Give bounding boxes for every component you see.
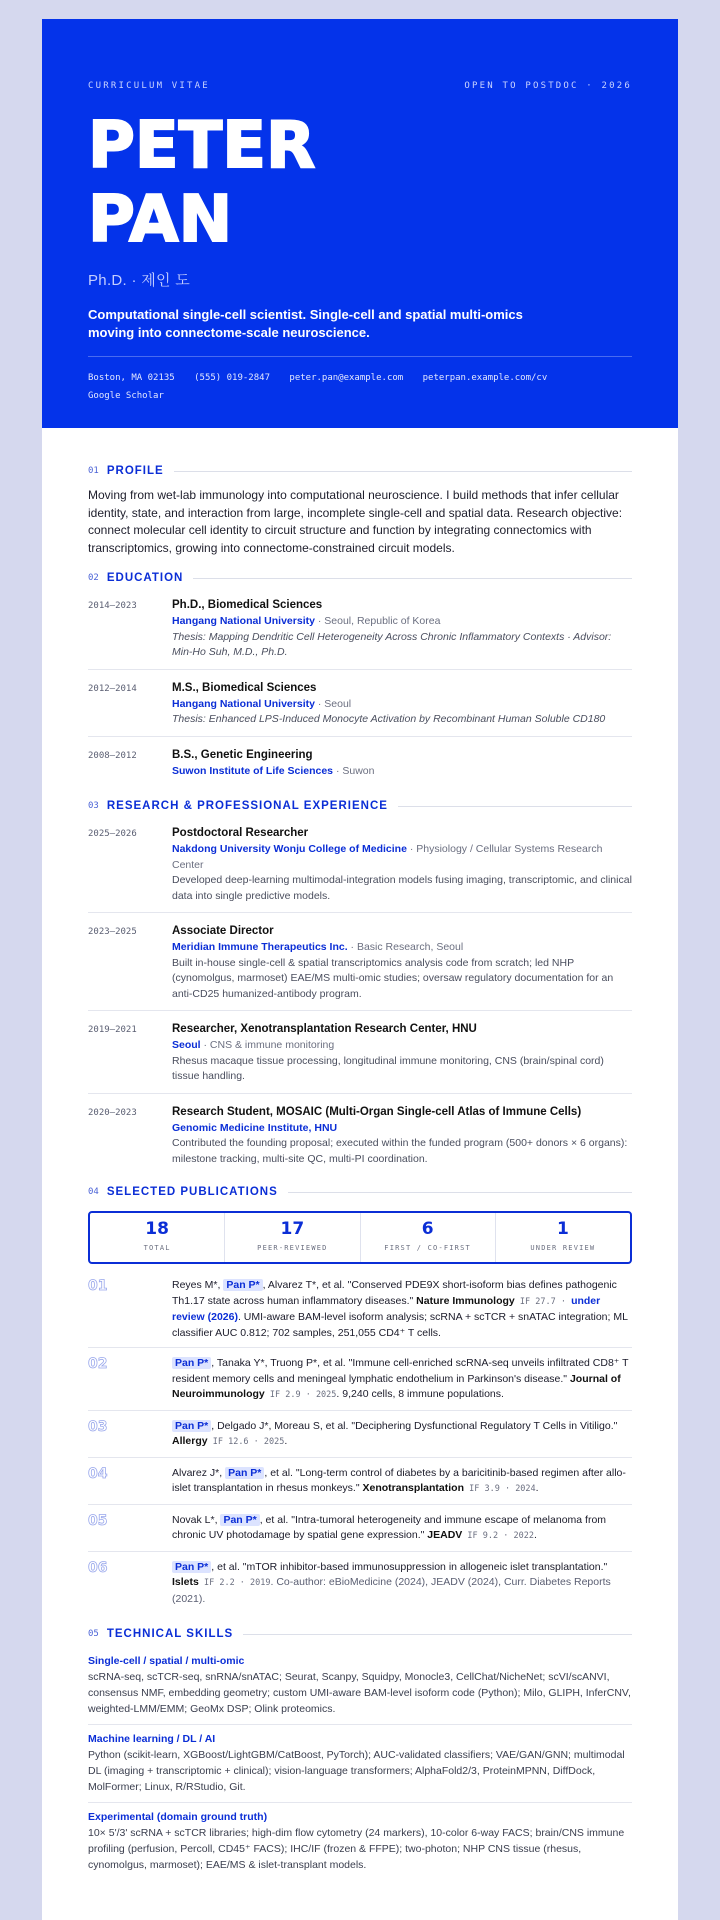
publication-notes: . UMI-aware BAM-level isoform analysis; scRNA + scTCR + snATAC integration; ML classifier AUC 0.812; 702 samples, 251,055 CD4⁺ T cells. (172, 1311, 628, 1339)
entry-description: Built in-house single-cell & spatial transcriptomics analysis code from scratch; led NHP (cynomolgus, marmoset) EAE/MS multi-omic studies; oversaw regulatory documentation for an anti-CD25 humanized-antibody program. (172, 956, 614, 1000)
journal-name: Journal of Neuroimmunology (172, 1372, 621, 1400)
journal-name: Xenotransplantation (362, 1482, 465, 1494)
skill-group (88, 1725, 632, 1803)
entry-org: Hangang National University (172, 615, 315, 627)
publication-citation (172, 1466, 632, 1498)
entry-location: · Seoul (314, 697, 352, 710)
publication-number: 04 (88, 1465, 108, 1482)
section-title: SELECTED PUBLICATIONS (106, 1186, 278, 1198)
journal-meta: IF 2.9 · 2025 (264, 1390, 337, 1400)
section-number: 02 (88, 573, 99, 583)
entry-location: · Basic Research, Seoul (347, 941, 464, 953)
experience-section-header (88, 797, 632, 815)
profile-section-header (88, 462, 632, 480)
skill-group (88, 1647, 632, 1725)
skill-heading: Single-cell / spatial / multi-omic (88, 1655, 245, 1667)
skill-text: scRNA-seq, scTCR-seq, snRNA/snATAC; Seurat, Scanpy, Squidpy, Monocle3, CellChat/NicheNet; scVI/scANVI, consensus NMF, embedding geometry; custom UMI-aware BAM-level isoform code (Python); Milo, GLIPH, InferCNV, weighted-LMM/EMM; GeoMx DSP; Olink proteomics. (88, 1671, 631, 1715)
entry-description: Contributed the founding proposal; executed within the funded program (500+ donors × 6 organs): milestone tracking, multi-site QC, multi-PI coordination. (172, 1137, 628, 1165)
journal-meta: IF 9.2 · 2022 (462, 1531, 534, 1541)
journal-name: Nature Immunology (416, 1294, 515, 1307)
journal-name: Islets (172, 1576, 199, 1588)
journal-name: Allergy (172, 1435, 208, 1447)
entry-thesis: Thesis: Mapping Dendritic Cell Heterogeneity Across Chronic Inflammatory Contexts · Advisor: Min-Ho Suh, M.D., Ph.D. (172, 630, 612, 658)
profile-text: Moving from wet-lab immunology into computational neuroscience. I build methods that infer cellular identity, state, and interaction from large, incomplete single-cell and spatial data. Research objective: connect molecular cell identity to circuit structure and function by integrating connectomics with transcriptomics, growing into connectome-constrained circuit models. (88, 488, 623, 555)
entry-org: Meridian Immune Therapeutics Inc. (172, 941, 348, 953)
publication-number: 02 (88, 1356, 108, 1372)
stat-value: 6 (421, 1219, 434, 1239)
section-divider (398, 806, 632, 807)
header-top-row (88, 81, 632, 91)
stat-under-review (496, 1213, 630, 1262)
publication-citation (172, 1560, 632, 1608)
section-number: 03 (88, 801, 99, 811)
stat-first-author (361, 1213, 496, 1262)
self-author-highlight: Pan P* (172, 1420, 211, 1432)
stat-label: PEER-REVIEWED (257, 1244, 328, 1252)
entry-location: · Physiology / Cellular Systems Research Center (172, 843, 603, 871)
authors-title: , et al. "Long-term control of diabetes by a baricitinib-based regimen after allo-islet transplantation in rhesus monkeys." (172, 1466, 626, 1494)
entry-org: Hangang National University (172, 697, 315, 710)
entry-date: 2019–2021 (88, 1025, 137, 1035)
section-divider (193, 578, 632, 579)
authors-pre: Novak L*, (172, 1513, 221, 1526)
education-entry (88, 587, 632, 670)
section-divider (243, 1634, 632, 1635)
section-title: EDUCATION (106, 572, 184, 584)
email-link[interactable]: peter.pan@example.com (289, 373, 404, 383)
tagline: Computational single-cell scientist. Single-cell and spatial multi-omics moving into connectome-scale neuroscience. (88, 307, 523, 340)
contact-info (88, 356, 632, 405)
google-scholar-link[interactable]: Google Scholar (88, 391, 164, 401)
publication-citation (172, 1356, 632, 1404)
publication-citation (172, 1513, 632, 1545)
journal-name: JEADV (427, 1529, 463, 1541)
publication-notes: . 9,240 cells, 8 immune populations. (336, 1388, 504, 1400)
entry-date: 2020–2023 (88, 1107, 137, 1118)
section-title: TECHNICAL SKILLS (106, 1628, 234, 1640)
stat-label: FIRST / CO-FIRST (384, 1244, 471, 1252)
authors-pre: Alvarez J*, (172, 1466, 226, 1479)
experience-entry (88, 815, 632, 913)
publication-entry (88, 1552, 632, 1614)
phone: (555) 019-2847 (194, 373, 270, 383)
authors-title: , Delgado J*, Moreau S, et al. "Deciphering Dysfunctional Regulatory T Cells in Vitiligo." (211, 1419, 618, 1432)
entry-org: Suwon Institute of Life Sciences (172, 764, 334, 777)
person-name (88, 109, 632, 257)
publication-number: 06 (88, 1559, 108, 1576)
entry-title: Ph.D., Biomedical Sciences (172, 599, 323, 611)
name-line-first: PETER (88, 109, 316, 183)
authors-pre: Reyes M*, (172, 1279, 224, 1291)
experience-entry (88, 913, 632, 1011)
publication-entry (88, 1458, 632, 1505)
journal-meta: IF 3.9 · 2024 (464, 1484, 536, 1494)
entry-role: Postdoctoral Researcher (172, 827, 309, 839)
entry-date: 2023–2025 (88, 927, 137, 937)
education-entry (88, 670, 632, 737)
skill-heading: Machine learning / DL / AI (88, 1733, 216, 1745)
journal-meta: IF 27.7 · (514, 1296, 572, 1307)
publication-entry (88, 1505, 632, 1552)
publication-notes: . (533, 1529, 537, 1541)
self-author-highlight: Pan P* (223, 1279, 262, 1291)
entry-role: Associate Director (172, 925, 274, 937)
publication-number: 05 (88, 1512, 108, 1529)
journal-meta: IF 2.2 · 2019 (198, 1578, 271, 1588)
entry-org: Nakdong University Wonju College of Medicine (172, 843, 407, 855)
publication-entry (88, 1411, 632, 1458)
publication-stats (88, 1211, 632, 1264)
review-status: under review (2026) (172, 1294, 601, 1323)
skill-text: Python (scikit-learn, XGBoost/LightGBM/CatBoost, PyTorch); AUC-validated classifiers; VAE/GAN/GNN; multimodal DL (imaging + transcriptomic + clinical); vision-language transformers; AlphaFold2/3, ProteinMPNN, DiffDock, MolFormer; Linux, R/RStudio, Git. (88, 1749, 625, 1793)
address: Boston, MA 02135 (88, 373, 175, 383)
cv-header (42, 19, 678, 428)
skills-section-header (88, 1625, 632, 1643)
entry-location: · Suwon (333, 764, 375, 777)
entry-location: · Seoul, Republic of Korea (314, 615, 441, 627)
entry-description: Developed deep-learning multimodal-integration models fusing imaging, transcriptomic, and clinical data into single predictive models. (172, 874, 632, 902)
education-entry (88, 737, 632, 788)
publications-section-header (88, 1183, 632, 1201)
self-author-highlight: Pan P* (172, 1561, 211, 1573)
skill-heading: Experimental (domain ground truth) (88, 1811, 268, 1823)
authors-title: , et al. "mTOR inhibitor-based immunosuppression in allogeneic islet transplantation." (211, 1560, 608, 1573)
website-link[interactable]: peterpan.example.com/cv (422, 373, 548, 383)
journal-meta: IF 12.6 · 2025 (207, 1437, 285, 1447)
experience-entry (88, 1011, 632, 1094)
stat-value: 1 (556, 1219, 569, 1239)
publication-entry (88, 1348, 632, 1411)
authors-title: , Alvarez T*, et al. "Conserved PDE9X short-isoform bias defines pathogenic Th1.17 state across human inflammatory diseases." (172, 1279, 617, 1307)
authors-title: , et al. "Intra-tumoral heterogeneity and immune escape of melanoma from chronic UV photodamage by spatial gene expression." (172, 1513, 607, 1541)
degree-line: Ph.D. · 제인 도 (88, 272, 191, 289)
entry-thesis: Thesis: Enhanced LPS-Induced Monocyte Activation by Recombinant Human Soluble CD180 (172, 713, 606, 725)
section-number: 05 (88, 1629, 99, 1639)
self-author-highlight: Pan P* (225, 1467, 264, 1479)
stat-value: 17 (280, 1219, 305, 1239)
availability-status: OPEN TO POSTDOC · 2026 (464, 81, 632, 91)
stat-peer-reviewed (225, 1213, 360, 1262)
stat-value: 18 (145, 1219, 169, 1239)
stat-label: UNDER REVIEW (530, 1244, 596, 1252)
publication-list (88, 1270, 632, 1613)
skill-text: 10× 5'/3' scRNA + scTCR libraries; high-dim flow cytometry (24 markers), 10-color 6-way FACS; brain/CNS immune profiling (perfusion, Percoll, CD45⁺ FACS); IHC/IF (frozen & FFPE); two-photon; NHP CNS tissue (rhesus, cynomolgus, marmoset); EAE/MS & islet-transplant models. (88, 1827, 625, 1871)
section-title: PROFILE (106, 465, 164, 477)
entry-role: Researcher, Xenotransplantation Research Center, HNU (172, 1023, 477, 1035)
entry-title: M.S., Biomedical Sciences (172, 681, 317, 694)
publication-entry (88, 1270, 632, 1348)
entry-date: 2025–2026 (88, 829, 137, 839)
section-divider (288, 1192, 632, 1193)
skill-group (88, 1803, 632, 1880)
stat-total (90, 1213, 225, 1262)
publication-citation (172, 1419, 632, 1451)
section-number: 01 (88, 466, 99, 476)
entry-title: B.S., Genetic Engineering (172, 748, 313, 761)
entry-location: · CNS & immune monitoring (200, 1039, 335, 1051)
self-author-highlight: Pan P* (220, 1514, 259, 1526)
authors-title: , Tanaka Y*, Truong P*, et al. "Immune cell-enriched scRNA-seq unveils infiltrated CD8⁺ T resident memory cells and meningeal lymphatic endothelium in Parkinson's disease." (172, 1357, 629, 1385)
entry-date: 2008–2012 (88, 750, 137, 761)
entry-role: Research Student, MOSAIC (Multi-Organ Single-cell Atlas of Immune Cells) (172, 1105, 582, 1118)
publication-number: 03 (88, 1418, 108, 1435)
stat-label: TOTAL (143, 1244, 171, 1252)
entry-org: Genomic Medicine Institute, HNU (172, 1121, 338, 1134)
publication-number: 01 (88, 1278, 108, 1294)
self-author-highlight: Pan P* (172, 1357, 211, 1369)
publication-notes: . Co-author: eBioMedicine (2024), JEADV (2024), Curr. Diabetes Reports (2021). (172, 1576, 611, 1605)
publication-citation (172, 1278, 632, 1341)
entry-org: Seoul (172, 1039, 201, 1051)
section-number: 04 (88, 1187, 99, 1197)
section-title: RESEARCH & PROFESSIONAL EXPERIENCE (106, 800, 388, 812)
cv-label: CURRICULUM VITAE (88, 81, 210, 91)
entry-date: 2014–2023 (88, 601, 137, 611)
publication-notes: . (535, 1482, 539, 1494)
experience-entry (88, 1094, 632, 1176)
section-divider (174, 471, 632, 472)
cv-page (42, 19, 678, 1920)
entry-description: Rhesus macaque tissue processing, longitudinal immune monitoring, CNS (brain/spinal cord) tissue handling. (172, 1054, 604, 1082)
publication-notes: . (284, 1435, 288, 1447)
education-section-header (88, 569, 632, 587)
name-line-last: PAN (88, 183, 233, 257)
entry-date: 2012–2014 (88, 683, 137, 694)
